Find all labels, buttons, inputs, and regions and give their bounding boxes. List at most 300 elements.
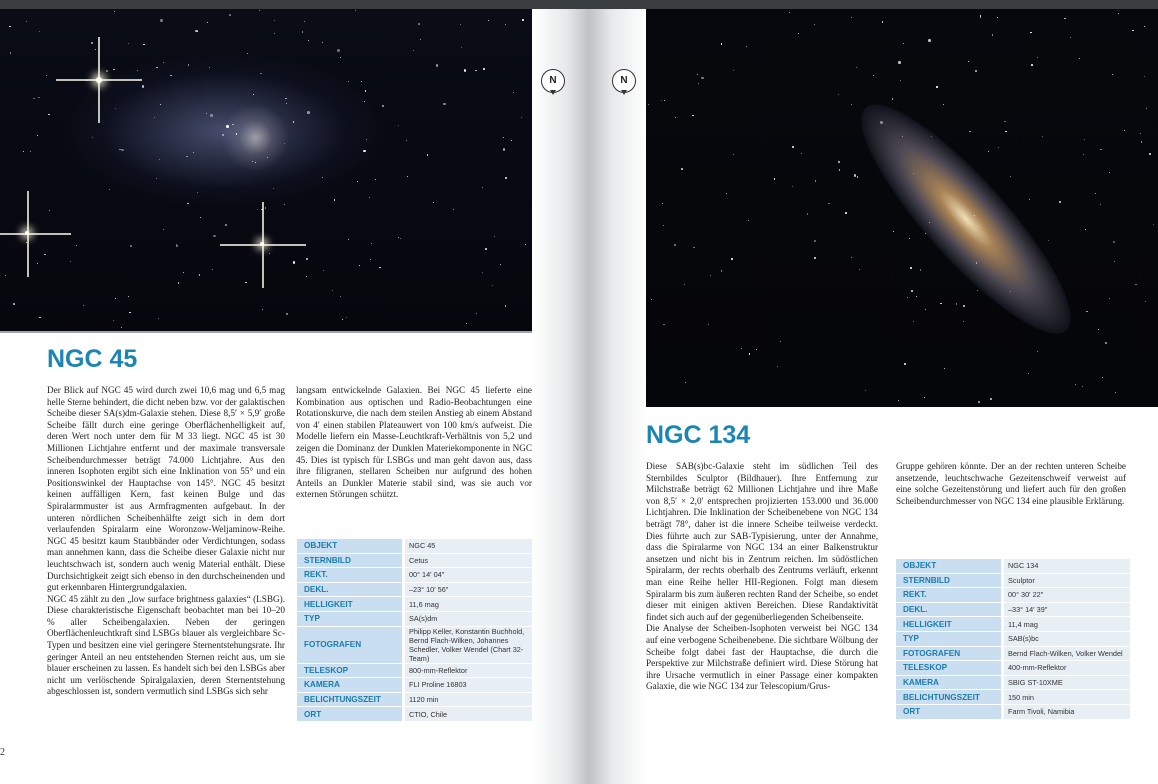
star	[158, 318, 159, 319]
fact-key: TYP	[297, 611, 402, 626]
star	[814, 24, 815, 25]
star	[851, 104, 852, 105]
star	[801, 153, 802, 154]
star	[346, 317, 347, 318]
star	[160, 104, 162, 106]
star	[963, 321, 964, 322]
star	[33, 98, 35, 100]
star	[398, 125, 399, 126]
star	[1048, 240, 1049, 241]
star	[236, 134, 237, 135]
star	[265, 207, 267, 209]
star	[684, 284, 685, 285]
star	[692, 115, 694, 117]
star	[342, 319, 344, 321]
page-title: NGC 134	[646, 421, 751, 449]
star	[513, 92, 514, 93]
star	[1144, 76, 1145, 77]
star	[969, 131, 971, 133]
paragraph: NGC 45 zählt zu den „low surface brightness galaxies“ (LSBG). Diese charakteristische Eigenschaft beobachtet man bei 10–20 % aller Scheibengalaxien. Neben der geringen Oberflächenleuchtkraft sind LSBGs blauer als vergleichbare Sc-Typen und besitzen eine viel geringere Sternentstehungsrate. Ihr geringer Anteil an neu entstehenden Sternen reicht aus, um sie blauer erscheinen zu lassen. Es handelt sich bei den LSBGs aber nicht um verlöschende Spiralgalaxien, deren Sternentstehung abgeschlossen ist, sondern vermutlich sind LSBGs sich sehr	[47, 593, 285, 697]
star	[400, 238, 401, 239]
star	[1029, 199, 1030, 200]
star	[685, 382, 686, 383]
star	[851, 17, 852, 18]
star	[492, 285, 493, 286]
star	[142, 85, 145, 88]
star	[121, 149, 124, 152]
star	[37, 263, 39, 265]
star	[483, 68, 485, 70]
star	[746, 46, 748, 48]
star	[247, 53, 248, 54]
star	[176, 245, 178, 247]
text-column-2	[296, 385, 532, 501]
star	[195, 30, 198, 33]
star	[1114, 261, 1115, 262]
star	[1115, 392, 1116, 393]
star	[828, 203, 830, 205]
paragraph: Gruppe gehören könnte. Der an der rechten unteren Scheibe ansetzende, leuchtschwache Gezeitenschweif verweist auf eine solche Gezeitenstörung und liefert auch für den großen Scheibendurchmesser von NGC 134 eine plausible Erklärung.	[896, 461, 1126, 506]
star	[274, 20, 275, 21]
star	[963, 305, 965, 307]
star	[798, 33, 799, 34]
ngc134-photo	[646, 9, 1158, 407]
paragraph: Der Blick auf NGC 45 wird durch zwei 10,6 mag und 6,5 mag helle Sterne behindert, die dicht neben bzw. vor der galaktischen Scheibe dieser SA(s)dm-Galaxie stehen. Diese 8,5′ × 5,9′ große Scheibe fällt durch eine geringe Oberflächenhelligkeit auf, deren Wert noch unter dem für M 33 liegt. NGC 45 ist 30 Millionen Lichtjahre entfernt und der maximale transversale Scheibendurchmesser beträgt 74.000 Lichtjahre. Aus den inneren Isophoten ergibt sich eine Inklination von 55° und ein Positionswinkel der Hauptachse von 145°. NGC 45 besitzt keinen auffälligen Kern, fast keinen Bulge und das Spiralarmmuster ist aus Armfragmenten aufgebaut. In der unteren nördlichen Scheibenhälfte zeigt sich in dem dort verlaufenden Spiralarm eine Woronzow-Weljaminow-Reihe. NGC 45 besitzt kaum Staubbänder oder Verdichtungen, sodass man annehmen kann, dass die Scheibe dieser Galaxie nicht nur leuchtschwach ist, sondern auch wenig Material enthält. Diese Durchsichtigkeit zeigt sich ebenso in den durchscheinenden und gut erkennbaren Hintergrundgalaxien.	[47, 385, 285, 593]
fact-key: ORT	[896, 704, 1001, 719]
fact-key: ORT	[297, 707, 402, 722]
star	[70, 261, 71, 262]
star	[355, 10, 356, 11]
star	[285, 98, 287, 100]
fact-value: 800-mm-Reflektor	[405, 663, 532, 678]
fact-row	[896, 675, 1130, 690]
fact-key: TELESKOP	[297, 663, 402, 678]
star	[807, 213, 809, 215]
star	[913, 173, 914, 174]
star	[1109, 298, 1110, 299]
fact-row	[297, 663, 532, 678]
star	[160, 19, 163, 22]
star	[900, 80, 901, 81]
star	[777, 366, 778, 367]
fact-row	[896, 588, 1130, 603]
fact-key: KAMERA	[297, 678, 402, 693]
star	[304, 21, 305, 22]
star	[365, 90, 367, 92]
star	[137, 70, 138, 71]
fact-value: 150 min	[1004, 690, 1130, 705]
star	[698, 83, 699, 84]
star	[170, 75, 172, 77]
star	[1082, 386, 1084, 388]
star	[838, 94, 839, 95]
star	[5, 275, 6, 276]
star	[943, 104, 944, 105]
star	[253, 94, 255, 96]
bright-star	[260, 242, 264, 246]
star	[909, 238, 910, 239]
star	[907, 297, 908, 298]
star	[178, 282, 180, 284]
star	[226, 125, 229, 128]
star	[511, 140, 512, 141]
star	[1112, 74, 1113, 75]
star	[859, 269, 860, 270]
star	[663, 225, 664, 226]
star	[113, 320, 114, 321]
fact-row	[896, 646, 1130, 661]
star	[675, 117, 676, 118]
star	[293, 261, 296, 264]
star	[494, 236, 495, 237]
star	[306, 258, 308, 260]
star	[968, 61, 969, 62]
fact-value: Cetus	[405, 553, 532, 568]
star	[260, 73, 262, 75]
star	[130, 245, 132, 247]
star	[114, 11, 115, 12]
star	[337, 49, 340, 52]
fact-key: TYP	[896, 631, 1001, 646]
paragraph: Die Analyse der Scheiben-Isophoten verweist bei NGC 134 auf eine verbogene Scheibenebene. Die sichtbare Wölbung der Scheibe folgt dabei fast der Hauptachse, die durch die Perspektive zur Milchstraße definiert wird. Diese Störung hat ihre Ursache vermutlich in einer Passage einer kompakten Galaxie, die wie NGC 134 zur Telescopium/Grus-	[646, 623, 878, 692]
fact-value: FLI Proline 16803	[405, 678, 532, 693]
fact-row	[297, 692, 532, 707]
star	[369, 197, 370, 198]
star	[259, 10, 260, 11]
star	[931, 136, 932, 137]
star	[977, 226, 978, 227]
star	[522, 19, 524, 21]
star	[978, 401, 980, 403]
book-gutter	[532, 9, 646, 784]
fact-key: HELLIGKEIT	[297, 597, 402, 612]
fact-key: BELICHTUNGSZEIT	[297, 692, 402, 707]
star	[206, 113, 207, 114]
star	[674, 244, 677, 247]
star	[210, 114, 213, 117]
fact-key: STERNBILD	[896, 573, 1001, 588]
fact-value: 400-mm-Reflektor	[1004, 661, 1130, 676]
star	[193, 152, 194, 153]
star	[232, 124, 234, 126]
facts-table	[297, 539, 532, 722]
star	[308, 40, 309, 41]
star	[407, 176, 408, 177]
star	[176, 244, 177, 245]
star	[475, 70, 477, 72]
star	[363, 150, 366, 153]
star	[26, 242, 27, 243]
star	[1010, 176, 1011, 177]
star	[49, 210, 50, 211]
star	[379, 267, 381, 269]
star	[485, 248, 488, 251]
star	[500, 264, 501, 265]
star	[359, 265, 361, 267]
star	[86, 80, 87, 81]
fact-value: –33° 14′ 39″	[1004, 602, 1130, 617]
fact-value: –23° 10′ 56″	[405, 582, 532, 597]
fact-value: Farm Tivoli, Namibia	[1004, 704, 1130, 719]
star	[780, 341, 781, 342]
star	[332, 290, 333, 291]
star	[1031, 64, 1033, 66]
star	[212, 269, 213, 270]
star	[154, 117, 155, 118]
star	[39, 317, 41, 319]
star	[427, 154, 429, 156]
star	[681, 168, 683, 170]
star	[257, 209, 258, 210]
star	[920, 269, 922, 271]
star	[693, 247, 695, 249]
star	[286, 313, 288, 315]
star	[322, 42, 323, 43]
fact-key: KAMERA	[896, 675, 1001, 690]
star	[476, 313, 477, 314]
star	[38, 97, 40, 99]
fact-row	[297, 582, 532, 597]
fact-key: OBJEKT	[297, 539, 402, 553]
star	[865, 390, 866, 391]
star	[163, 229, 164, 230]
star	[1145, 301, 1146, 302]
star	[944, 368, 945, 369]
star	[1124, 130, 1125, 131]
star	[286, 103, 287, 104]
star	[199, 274, 201, 276]
star	[733, 154, 734, 155]
star	[357, 181, 359, 183]
facts-table	[896, 559, 1130, 720]
star	[839, 169, 841, 171]
star	[413, 50, 415, 52]
star	[113, 69, 115, 71]
star	[845, 212, 847, 214]
fact-key: HELLIGKEIT	[896, 617, 1001, 632]
text-column-1	[646, 461, 878, 693]
right-page	[646, 9, 1158, 784]
star	[990, 398, 992, 400]
star	[115, 298, 116, 299]
page-title: NGC 45	[47, 345, 138, 373]
star	[1109, 172, 1110, 173]
galaxy-disk	[836, 81, 1096, 357]
star	[229, 14, 231, 16]
star	[371, 243, 373, 245]
star	[252, 161, 253, 162]
fact-key: REKT.	[896, 588, 1001, 603]
star	[726, 193, 727, 194]
star	[1037, 351, 1038, 352]
fact-key: BELICHTUNGSZEIT	[896, 690, 1001, 705]
fact-value: 00° 14′ 04″	[405, 568, 532, 583]
star	[988, 151, 989, 152]
star	[1086, 311, 1088, 313]
star	[892, 98, 894, 100]
fact-value: 00° 30′ 22″	[1004, 588, 1130, 603]
star	[505, 177, 507, 179]
star	[398, 237, 400, 239]
fact-value: NGC 45	[405, 539, 532, 553]
text-column-2	[896, 461, 1126, 507]
fact-row	[297, 568, 532, 583]
fact-value: 1120 min	[405, 692, 532, 707]
fact-row	[896, 573, 1130, 588]
star	[1037, 57, 1039, 59]
fact-row	[297, 611, 532, 626]
star	[274, 33, 275, 34]
star	[245, 282, 247, 284]
paragraph: Diese SAB(s)bc-Galaxie steht im südlichen Teil des Sternbildes Sculptor (Bildhauer). Ihre Entfernung zur Milchstraße beträgt 62 Millionen Lichtjahre und ihre Maße von 8,5′ × 2,0′ entsprechen projizierten 153.000 und 36.000 Lichtjahren. Die Inklination der Scheibenebene von NGC 134 beträgt 78°, daher ist die innere Scheibe teilweise verdeckt. Dies führte auch zur SAB-Typisierung, unter der Annahme, dass die Spiralarme von NGC 134 an einer Balkenstruktur ansetzen und nicht bis in Zentrum reichen. Im südöstlichen Spiralarm, der rechts oberhalb des Zentrums verläuft, erkennt man eine Reihe heller HII-Regionen. Folgt man diesem Spiralarm bis zum äußeren rechten Rand der Scheibe, so endet dieser mit einigen aktiven Bereichen. Diese Randaktivität findet sich auch auf der gegenüberliegenden Scheibenseite.	[646, 461, 878, 622]
star	[1141, 141, 1143, 143]
fact-row	[896, 690, 1130, 705]
star	[37, 135, 38, 136]
star	[307, 111, 310, 114]
star	[1098, 329, 1099, 330]
fact-value: SBIG ST-10XME	[1004, 675, 1130, 690]
fact-key: TELESKOP	[896, 661, 1001, 676]
star	[10, 52, 12, 54]
star	[873, 75, 874, 76]
star	[156, 67, 158, 69]
star	[1132, 30, 1134, 32]
star	[163, 62, 165, 64]
star	[1118, 13, 1119, 14]
star	[1105, 342, 1107, 344]
star	[23, 151, 24, 152]
star	[420, 39, 421, 40]
star	[1075, 384, 1076, 385]
star	[856, 67, 857, 68]
star	[1140, 133, 1142, 135]
star	[334, 199, 336, 201]
fact-row	[896, 661, 1130, 676]
star	[340, 296, 341, 297]
star	[1079, 58, 1080, 59]
star	[733, 70, 734, 71]
star	[13, 303, 15, 305]
star	[115, 108, 116, 109]
star	[284, 204, 286, 206]
star	[340, 57, 341, 58]
star	[482, 187, 483, 188]
star	[1113, 241, 1116, 244]
star	[262, 309, 263, 310]
fact-key: DEKL.	[297, 582, 402, 597]
star	[893, 231, 894, 232]
star	[443, 103, 446, 106]
star	[1028, 373, 1030, 375]
star	[1153, 224, 1155, 226]
star	[708, 324, 710, 326]
star	[466, 323, 467, 324]
star	[187, 203, 189, 205]
fact-key: DEKL.	[896, 602, 1001, 617]
star	[910, 267, 912, 269]
star	[792, 186, 793, 187]
star	[505, 305, 507, 307]
star	[503, 137, 505, 139]
star	[1100, 204, 1102, 206]
fact-row	[297, 553, 532, 568]
star	[1070, 37, 1071, 38]
fact-row	[896, 602, 1130, 617]
star	[188, 64, 190, 66]
star	[980, 17, 981, 18]
star	[197, 192, 198, 193]
star	[375, 179, 376, 180]
fact-row	[297, 626, 532, 663]
star	[956, 303, 958, 305]
star	[482, 272, 483, 273]
star	[348, 239, 349, 240]
star	[1144, 26, 1145, 27]
fact-row	[896, 559, 1130, 573]
star	[128, 296, 129, 297]
star	[940, 303, 942, 305]
star	[1095, 193, 1096, 194]
star	[361, 81, 363, 83]
star	[854, 174, 857, 177]
star	[525, 244, 526, 245]
star	[1084, 139, 1085, 140]
star	[464, 69, 467, 72]
photo-rule	[0, 331, 532, 333]
star	[882, 21, 884, 23]
star	[916, 296, 917, 297]
fact-value: 11,4 mag	[1004, 617, 1130, 632]
star	[789, 12, 790, 13]
ngc45-photo	[0, 9, 532, 331]
star	[651, 299, 653, 301]
star	[814, 257, 816, 259]
fact-row	[896, 631, 1130, 646]
star	[664, 100, 666, 102]
star	[200, 217, 201, 218]
star	[857, 176, 859, 178]
star	[370, 259, 371, 260]
star	[998, 147, 999, 148]
star	[225, 224, 227, 226]
star	[880, 121, 883, 124]
fact-key: STERNBILD	[297, 553, 402, 568]
fact-value: CTIO, Chile	[405, 707, 532, 722]
star	[306, 276, 308, 278]
fact-value: Philipp Keller, Konstantin Buchhold, Bernd Flach-Wilken, Johannes Schedler, Volker Wendel (Chart 32-Team)	[405, 626, 532, 663]
star	[284, 143, 285, 144]
star	[721, 270, 723, 272]
star	[661, 100, 662, 101]
star	[30, 151, 31, 152]
star	[997, 17, 998, 18]
star	[731, 258, 733, 260]
fact-row	[896, 704, 1130, 719]
star	[904, 363, 906, 365]
fact-value: 11,6 mag	[405, 597, 532, 612]
star	[521, 117, 522, 118]
star	[461, 47, 463, 49]
star	[701, 77, 704, 80]
star	[924, 397, 925, 398]
star	[1064, 18, 1066, 20]
star	[213, 235, 216, 238]
star	[898, 61, 901, 64]
star	[851, 257, 852, 258]
text-column-1	[47, 385, 285, 698]
star	[741, 348, 742, 349]
star	[774, 178, 776, 180]
